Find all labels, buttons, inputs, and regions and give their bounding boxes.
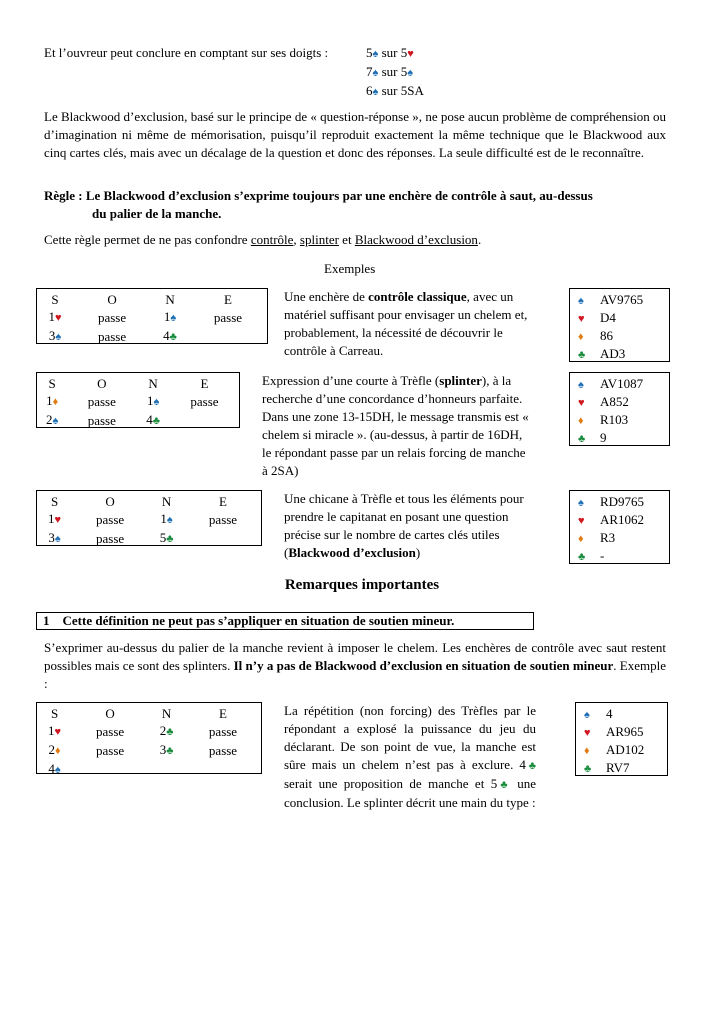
table-row: 1♥ passe 2♣ passe [48, 723, 238, 739]
remark-title: Cette définition ne peut pas s’appliquer en situation de soutien mineur. [62, 613, 455, 628]
table-row: 3♠ passe 5♣ [48, 530, 174, 546]
rule-follow: Cette règle permet de ne pas confondre contrôle, splinter et Blackwood d’exclusion. [44, 232, 482, 247]
term-controle: contrôle [250, 232, 294, 247]
table-row: 2♠ passe 4♣ [45, 412, 160, 428]
spade-icon: ♠ [578, 379, 584, 391]
club-icon: ♣ [152, 415, 160, 427]
table-header-row: S O N E [48, 376, 209, 391]
club-icon: ♣ [166, 745, 174, 757]
remark-number: 1 [43, 613, 50, 628]
heart-icon: ♥ [55, 312, 62, 324]
spade-icon: ♠ [372, 67, 379, 79]
spade-icon: ♠ [578, 497, 584, 509]
rule-line-2: du palier de la manche. [92, 206, 222, 221]
table-row: 1♦ passe 1♠ passe [46, 393, 219, 409]
heart-icon: ♥ [54, 514, 62, 526]
heart-icon: ♥ [578, 313, 585, 325]
table-row: 1♥ passe 1♠ passe [48, 511, 238, 527]
spade-icon: ♠ [584, 709, 590, 721]
term-blackwood: Blackwood d’exclusion [354, 232, 478, 247]
spade-icon: ♠ [55, 331, 62, 343]
table-header-row: S O N E [51, 292, 232, 307]
hand-3: ♠ RD9765 ♥ AR1062 ♦ R3 ♣ - [569, 490, 670, 564]
term-splinter: splinter [299, 232, 339, 247]
example-2-text: Expression d’une courte à Trèfle (splinter), à la recherche d’une concordance d’honneurs parfaite. Dans une zone 13-15DH, le message transmis est « chelem si miracle ». (au-dessus, à partir de 16DH, le répondant passe par un relais forcing de manche à 2SA) [262, 373, 529, 478]
examples-label: Exemples [324, 261, 376, 276]
bidding-table-1 [36, 288, 268, 344]
table-row: 1♥ passe 1♠ passe [48, 309, 243, 325]
intro-results [366, 44, 424, 101]
spade-icon: ♠ [153, 396, 160, 408]
club-icon: ♣ [578, 551, 586, 563]
intro-result-3: 6♠ sur 5SA [366, 83, 424, 98]
diamond-icon: ♦ [578, 533, 584, 545]
example-4-text: La répétition (non forcing) des Trèfles par le répondant a explosé la puissance du jeu du déclarant. De son point de vue, la manche est sûre mais un chelem n’est pas à exclure. 4♣ serait une proposition de manche et 5♣ une conclusion. Le splinter décrit une main du type : [284, 703, 536, 810]
club-icon: ♣ [525, 760, 536, 772]
diamond-icon: ♦ [584, 745, 590, 757]
heart-icon: ♥ [578, 515, 585, 527]
spade-icon: ♠ [407, 67, 414, 79]
bidding-table-2 [36, 372, 240, 428]
hand-1: ♠ AV9765 ♥ D4 ♦ 86 ♣ AD3 [569, 288, 670, 362]
spade-icon: ♠ [372, 48, 379, 60]
spade-icon: ♠ [578, 295, 584, 307]
club-icon: ♣ [166, 726, 174, 738]
intro-result-1: 5♠ sur 5♥ [366, 45, 414, 60]
hand-4: ♠ 4 ♥ AR965 ♦ AD102 ♣ RV7 [575, 702, 668, 776]
spade-icon: ♠ [54, 533, 61, 545]
club-icon: ♣ [497, 779, 511, 791]
intro-result-2: 7♠ sur 5♠ [366, 64, 414, 79]
heart-icon: ♥ [578, 397, 585, 409]
rule-block [44, 187, 674, 223]
club-icon: ♣ [584, 763, 592, 775]
bidding-table-3 [36, 490, 262, 546]
hand-2: ♠ AV1087 ♥ A852 ♦ R103 ♣ 9 [569, 372, 670, 446]
club-icon: ♣ [578, 433, 586, 445]
heart-icon: ♥ [584, 727, 591, 739]
diamond-icon: ♦ [55, 745, 61, 757]
example-3-text: Une chicane à Trèfle et tous les éléments pour prendre le capitanat en posant une question précise sur le nombre de cartes clés utiles (Blackwood d’exclusion) [284, 491, 524, 560]
table-header-row: S O N E [50, 706, 227, 721]
club-icon: ♣ [169, 331, 177, 343]
paragraph-soutien-mineur: S’exprimer au-dessus du palier de la manche revient à imposer le chelem. Les enchères de contrôle avec saut restent possibles mais ce sont des splinters. Il n’y a pas de Blackwood d’exclusion en situation de soutien mineur. Exemple : [44, 640, 666, 691]
diamond-icon: ♦ [578, 415, 584, 427]
paragraph-blackwood-intro: Le Blackwood d’exclusion, basé sur le principe de « question-réponse », ne pose aucun problème de compréhension ou d’imagination ni même de mémorisation, puisqu’il reproduit exactement la même technique que le Blackwood aux cinq cartes clés, mais avec un décalage de la question et donc des réponses. La seule difficulté est de le reconnaître. [44, 109, 666, 160]
section-title: Remarques importantes [284, 577, 440, 593]
club-icon: ♣ [578, 349, 586, 361]
table-row: 3♠ passe 4♣ [48, 328, 177, 344]
diamond-icon: ♦ [578, 331, 584, 343]
remark-1-box [36, 612, 534, 630]
bidding-table-4 [36, 702, 262, 774]
heart-icon: ♥ [407, 48, 414, 60]
spade-icon: ♠ [166, 514, 173, 526]
diamond-icon: ♦ [52, 396, 59, 408]
heart-icon: ♥ [54, 726, 62, 738]
table-row: 2♦ passe 3♣ passe [48, 742, 238, 758]
spade-icon: ♠ [54, 764, 61, 776]
intro-text: Et l’ouvreur peut conclure en comptant sur ses doigts : [44, 45, 329, 60]
spade-icon: ♠ [170, 312, 177, 324]
club-icon: ♣ [166, 533, 174, 545]
example-1-text: Une enchère de contrôle classique, avec un matériel suffisant pour envisager un chelem et, probablement, la nécessité de découvrir le contrôle à Carreau. [284, 289, 528, 358]
table-row: 4♠ [48, 761, 61, 776]
table-header-row: S O N E [50, 494, 227, 509]
rule-line-1: Règle : Le Blackwood d’exclusion s’exprime toujours par une enchère de contrôle à saut, au-dessus [44, 188, 593, 203]
spade-icon: ♠ [372, 86, 379, 98]
spade-icon: ♠ [52, 415, 59, 427]
